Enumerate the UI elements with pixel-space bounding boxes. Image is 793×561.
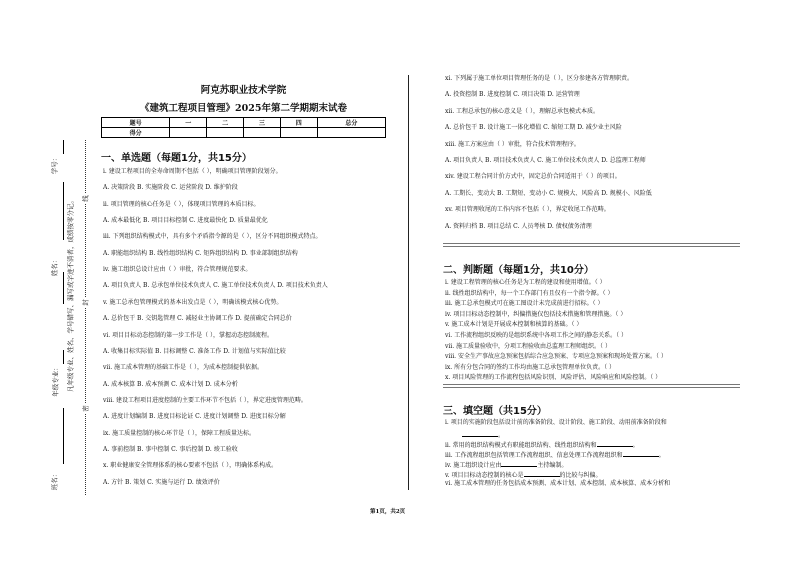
fill-blank-item <box>445 460 567 470</box>
answer-options: A. 投资控制 B. 进度控制 C. 项目决策 D. 运营管理 <box>445 91 580 99</box>
fill-blank-text: 主持编制。 <box>537 462 568 469</box>
answer-options: A. 职能组织结构 B. 线性组织结构 C. 矩阵组织结构 D. 事业部制组织结构 <box>103 249 298 257</box>
section1-heading: 一、单选题（每题1分，共15分） <box>101 153 252 164</box>
question-text: vii. 施工成本管理的基础工作是（ ），为成本控制提供依据。 <box>103 364 263 372</box>
student-id-label: 学号： <box>50 154 59 175</box>
fill-blank-text: 。 <box>632 442 639 449</box>
seal-mark: 封 <box>81 299 90 306</box>
true-false-item: i. 建设工程管理的核心任务是为工程的建设和使用增值。（ ） <box>445 279 606 286</box>
answer-blank[interactable] <box>623 450 659 457</box>
fill-blank-text: 。 <box>658 452 665 459</box>
fill-blank-item <box>445 440 639 450</box>
fill-line <box>63 350 64 364</box>
answer-blank[interactable] <box>524 470 560 477</box>
score-cell[interactable] <box>280 128 317 138</box>
true-false-item: v. 施工成本计划是开展成本控制和核算的基础。（ ） <box>445 321 583 329</box>
question-text: xii. 工程总承包的核心意义是（ ），理解总承包模式本质。 <box>445 107 599 115</box>
question-text: x. 职业健康安全管理体系的核心要素不包括（ ），明确体系构成。 <box>103 462 278 470</box>
school-name: 阿克苏职业技术学院 <box>200 85 287 96</box>
score-table <box>101 117 386 138</box>
score-header: 三 <box>243 118 280 128</box>
question-text: ii. 项目管理的核心任务是（ ），体现项目管理的本质目标。 <box>103 200 260 208</box>
score-header: 题号 <box>102 118 170 128</box>
fill-blank-item <box>445 480 670 488</box>
fill-blank-text: iv. 施工组织设计应由 <box>445 462 502 469</box>
fill-line <box>63 182 64 240</box>
question-text: xi. 下列属于施工单位项目管理任务的是（ ），区分参建各方管理职责。 <box>445 75 634 82</box>
score-cell[interactable] <box>170 128 207 138</box>
page-number: 第1页，共2页 <box>370 509 406 515</box>
class-label: 班名： <box>50 470 59 491</box>
score-cell[interactable] <box>317 128 385 138</box>
fill-line <box>63 140 64 154</box>
true-false-item: iv. 项目目标动态控制中，纠偏措施仅包括技术措施和管理措施。（ ） <box>445 310 627 318</box>
answer-blank[interactable] <box>462 430 498 437</box>
score-header: 二 <box>207 118 244 128</box>
score-header: 总分 <box>317 118 385 128</box>
answer-options: A. 项目负责人 B. 项目技术负责人 C. 施工单位技术负责人 D. 总监理工程师 <box>445 156 646 164</box>
question-text: xiii. 施工方案应由（ ）审批，符合技术管理程序。 <box>445 140 580 148</box>
question-text: i. 建设工程项目的全寿命周期不包括（ ），明确项目管理阶段划分。 <box>103 168 282 175</box>
answer-options: A. 成本核算 B. 成本预测 C. 成本计划 D. 成本分析 <box>103 380 238 388</box>
fill-blank-text: i. 项目的实施阶段包括设计前的准备阶段、设计阶段、施工阶段、动用前准备阶段和 <box>445 419 667 426</box>
section2-heading: 二、判断题（每题1分，共10分） <box>443 265 594 276</box>
major-label: 年级专业： <box>51 364 60 397</box>
answer-options: A. 项目负责人 B. 总承包单位技术负责人 C. 施工单位技术负责人 D. 项目技术负责人 <box>103 282 328 290</box>
fill-blank-item <box>445 470 602 480</box>
column-divider <box>408 75 409 490</box>
binding-warning: 凡年级专业、姓名、学号错写、漏写或字迹不清者，成绩按零分记。 <box>66 197 75 392</box>
true-false-item: vi. 工作流程组织反映的是组织系统中各项工作之间的静态关系。（ ） <box>445 332 628 339</box>
question-text: iv. 施工组织总设计应由（ ）审批，符合管理规范要求。 <box>103 266 252 274</box>
answer-options: A. 工期长、变动大 B. 工期短、变动小 C. 规模大、风险高 D. 规模小、风险低 <box>445 189 652 197</box>
fill-blank-text: v. 项目目标动态控制的核心是 <box>445 472 524 479</box>
fill-blank-item <box>445 419 667 427</box>
question-text: xiv. 建设工程合同计价方式中，固定总价合同适用于（ ）的项目。 <box>445 173 621 181</box>
fill-blank-text: 的比较与纠偏。 <box>559 472 602 479</box>
true-false-item: ix. 所有分包合同的签约工作均由施工总承包管理单位负责。（ ） <box>445 363 616 371</box>
fill-line <box>63 272 64 304</box>
fill-blank-text: ii. 常用的组织结构模式有职能组织结构、线性组织结构和 <box>445 442 597 449</box>
fill-blank-continuation <box>462 430 504 440</box>
answer-options: A. 成本最低化 B. 项目目标控制 C. 进度最快化 D. 质量最优化 <box>103 217 268 224</box>
question-text: xv. 项目管理收尾的工作内容不包括（ ），界定收尾工作范畴。 <box>445 206 610 214</box>
answer-blank[interactable] <box>501 460 537 467</box>
exam-title: 《建筑工程项目管理》2025年第二学期期末试卷 <box>140 103 347 114</box>
true-false-item: x. 项目风险管理的工作流程包括风险识别、风险评估、风险响应和风险控制。（ ） <box>445 374 662 382</box>
question-text: ix. 施工质量控制的核心环节是（ ），保障工程质量达标。 <box>103 429 256 437</box>
answer-options: A. 资料归档 B. 项目总结 C. 人员考核 D. 债权债务清理 <box>445 222 592 230</box>
answer-options: A. 决策阶段 B. 实施阶段 C. 运营阶段 D. 维护阶段 <box>103 184 238 192</box>
section3-heading: 三、填空题（共15分） <box>443 406 547 417</box>
score-header: 一 <box>170 118 207 128</box>
fill-blank-text: vi. 施工成本管理的任务包括成本预测、成本计划、成本控制、成本核算、成本分析和 <box>445 480 671 487</box>
question-text: vi. 项目目标动态控制的第一步工作是（ ），掌握动态控制流程。 <box>103 331 274 339</box>
answer-blank[interactable] <box>597 440 633 447</box>
score-row-label: 得分 <box>102 128 170 138</box>
answer-options: A. 事前控制 B. 事中控制 C. 事后控制 D. 竣工验收 <box>103 445 238 453</box>
true-false-item: viii. 安全生产事故应急预案包括综合应急预案、专项应急预案和现场处置方案。（ ） <box>445 353 667 361</box>
score-header: 四 <box>280 118 317 128</box>
question-text: viii. 建设工程项目进度控制的主要工作环节不包括（ ），界定进度管理范畴。 <box>103 396 307 404</box>
true-false-item: ii. 线性组织结构中，每一个工作部门有且仅有一个指令源。（ ） <box>445 289 614 297</box>
fill-blank-text: iii. 工作流程组织包括管理工作流程组织、信息处理工作流程组织和 <box>445 452 623 459</box>
answer-options: A. 收集目标实际值 B. 目标调整 C. 准备工作 D. 计划值与实际值比较 <box>103 347 286 355</box>
score-cell[interactable] <box>207 128 244 138</box>
fill-blank-text: 。 <box>498 432 505 439</box>
answer-options: A. 总价包干 B. 设计施工一体化增值 C. 缩短工期 D. 减少业主风险 <box>445 124 622 132</box>
name-label: 姓名： <box>50 256 59 277</box>
seal-mark: 线 <box>81 195 90 202</box>
seal-mark: 密 <box>81 405 90 412</box>
question-text: v. 施工总承包管理模式的基本出发点是（ ），明确该模式核心优势。 <box>103 298 283 306</box>
true-false-item: iii. 施工总承包模式可在施工图设计未完成前进行招标。（ ） <box>445 300 604 308</box>
true-false-item: vii. 施工质量验收中，分项工程验收由总监理工程师组织。（ ） <box>445 342 611 350</box>
section-divider <box>443 243 740 247</box>
section-divider <box>443 384 740 388</box>
answer-options: A. 总价包干 B. 交钥匙管理 C. 减轻业主协调工作 D. 提前确定合同总价 <box>103 315 292 323</box>
question-text: iii. 下列组织结构模式中，具有多个矛盾指令源的是（ ），区分不同组织模式特点。 <box>103 233 322 241</box>
fill-blank-item <box>445 450 665 460</box>
answer-options: A. 进度计划编制 B. 进度目标论证 C. 进度计划调整 D. 进度目标分解 <box>103 413 286 421</box>
score-cell[interactable] <box>243 128 280 138</box>
fill-line <box>63 408 64 464</box>
answer-options: A. 方针 B. 策划 C. 实施与运行 D. 绩效评价 <box>103 478 220 486</box>
